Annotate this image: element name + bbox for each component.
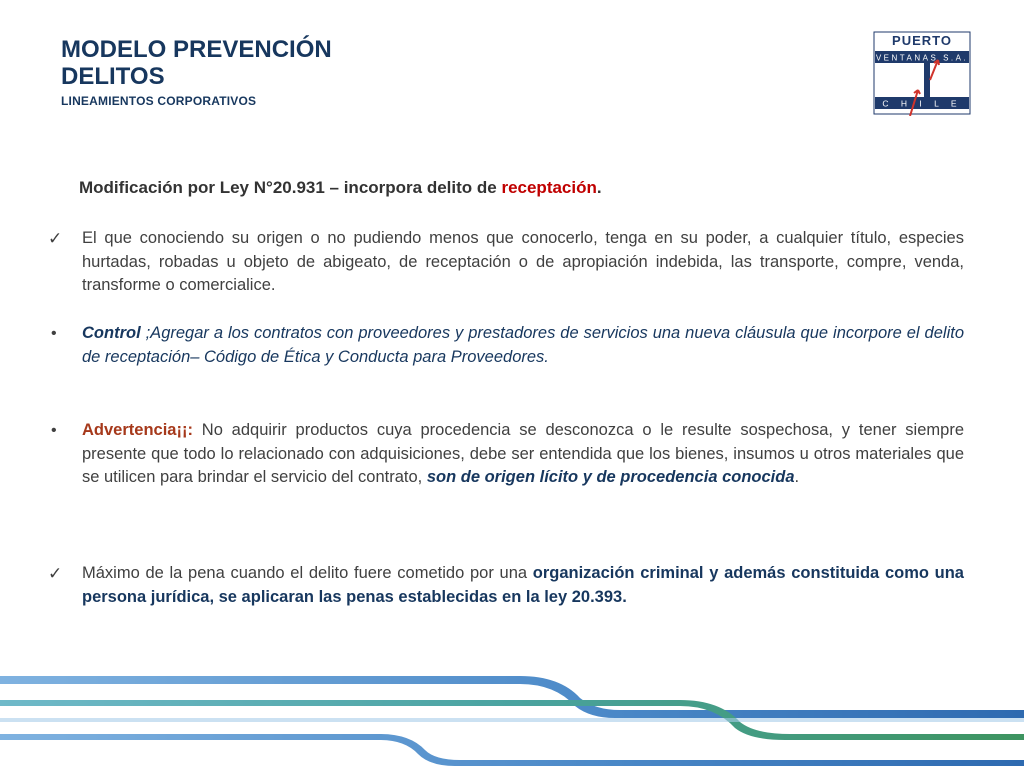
warning-emphasis: son de origen lícito y de procedencia conocida <box>426 468 795 486</box>
list-item-definition <box>48 227 964 298</box>
warning-end: . <box>794 468 800 486</box>
page-subtitle: LINEAMIENTOS CORPORATIVOS <box>61 94 257 108</box>
list-item-text <box>82 419 964 490</box>
list-item-text <box>82 322 964 369</box>
list-item-control <box>48 322 964 369</box>
list-item-text <box>82 562 964 609</box>
logo-middle-text: VENTANAS S.A. <box>875 53 969 63</box>
bullet-icon: • <box>51 325 57 342</box>
heading-highlight: receptación <box>501 178 597 197</box>
list-item-warning <box>48 419 964 490</box>
heading-text: Modificación por Ley N°20.931 – incorpora delito de <box>79 178 502 197</box>
logo-bottom-text: C H I L E <box>882 98 962 109</box>
checkmark-icon: ✓ <box>48 229 63 248</box>
control-text: ;Agregar a los contratos con proveedores y prestadores de servicios una nueva cláusula que incorpore el delito de receptación– Código de Ética y Conducta para Proveedores. <box>82 324 964 366</box>
decorative-swoosh <box>0 660 1024 768</box>
list-item-text: El que conociendo su origen o no pudiendo menos que conocerlo, tenga en su poder, a cualquier título, especies hurtadas, robadas u objeto de abigeato, de receptación o de apropiación indebida, las transporte, compre, venda, transforme o comercialice. <box>82 229 964 294</box>
company-logo <box>872 30 972 116</box>
list-item-penalty <box>48 562 964 609</box>
warning-label: Advertencia¡¡: <box>82 421 193 439</box>
control-label: Control <box>82 324 141 342</box>
warning-text: No adquirir productos cuya procedencia se desconozca o le resulte sospechosa, y tener siempre presente que todo lo relacionado con adquisiciones, debe ser entendida que los bienes, insumos u otros materiales que se utilicen para brindar el servicio del contrato, <box>82 421 964 486</box>
title-line-1: MODELO PREVENCIÓN <box>61 36 332 63</box>
title-block <box>61 36 332 108</box>
penalty-text: Máximo de la pena cuando el delito fuere cometido por una <box>82 564 533 582</box>
logo-top-text: PUERTO <box>892 33 952 48</box>
section-heading <box>79 178 602 198</box>
title-line-2: DELITOS <box>61 63 165 90</box>
bullet-icon: • <box>51 422 57 439</box>
checkmark-icon: ✓ <box>48 564 63 583</box>
page-title <box>61 36 332 90</box>
penalty-emphasis: organización criminal y además constituida como una persona jurídica, se aplicaran las penas establecidas en la ley 20.393. <box>82 564 964 606</box>
heading-end: . <box>596 178 602 197</box>
